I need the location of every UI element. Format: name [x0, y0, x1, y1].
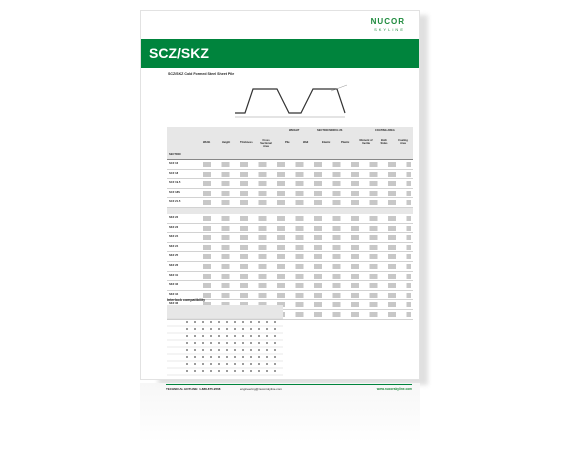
product-subtitle: SCZ/SKZ Cold Formed Steel Sheet Pile: [168, 72, 235, 76]
row-values: [203, 216, 411, 221]
col-moment-of-inertia: Moment of Inertia: [359, 139, 373, 145]
table-row: [167, 160, 413, 170]
col-pile: Pile: [285, 141, 290, 144]
sheet-pile-profile-drawing: [231, 83, 351, 121]
properties-table: [167, 127, 413, 320]
section-name: SKZ 23: [169, 225, 179, 229]
col-height: Height: [222, 141, 231, 144]
table-row: [167, 170, 413, 180]
group-weight: WEIGHT: [289, 129, 300, 132]
engineering-email-link[interactable]: engineering@nucorskyline.com: [240, 387, 282, 391]
datasheet-page: [140, 10, 420, 380]
row-values: [203, 162, 411, 167]
col-section: SECTION: [169, 153, 181, 156]
table-row: [167, 198, 413, 208]
section-name: SKZ 24: [169, 244, 179, 248]
row-values: [203, 191, 411, 196]
logo-sub-text: SKYLINE: [374, 27, 405, 32]
row-values: [203, 254, 411, 259]
table-row: [167, 214, 413, 224]
row-values: [203, 235, 411, 240]
section-name: SCZ 19.5: [169, 181, 181, 185]
section-name: SCZ 16: [169, 162, 179, 165]
group-coating-area: COATING AREA: [375, 129, 395, 132]
title-banner: [141, 39, 419, 68]
col-plastic: Plastic: [341, 141, 350, 144]
section-name: SKZ 22: [169, 215, 179, 219]
section-name: SKZ 24: [169, 235, 179, 239]
col-width: Width: [203, 141, 211, 144]
banner-title: SCZ/SKZ: [149, 45, 209, 61]
row-values: [203, 181, 411, 186]
logo-main-text: NUCOR: [370, 17, 405, 26]
col-coating-area: Coating Area: [398, 139, 408, 145]
col-wall: Wall: [303, 141, 309, 144]
interlock-compatibility-grid: [167, 305, 283, 378]
table-row: [167, 272, 413, 282]
section-name: SCZ 18S: [169, 190, 180, 194]
section-name: SCZ 21.5: [169, 200, 181, 204]
section-name: SKZ 25: [169, 254, 179, 258]
footer-bar: [166, 384, 412, 393]
table-row: [167, 262, 413, 272]
technical-hotline: TECHNICAL HOTLINE: 1-888-875-9568: [166, 387, 221, 391]
table-row: [167, 233, 413, 243]
group-section-modulus: SECTION MODULUS: [317, 129, 343, 132]
nucor-skyline-logo: [371, 17, 405, 32]
website-link[interactable]: www.nucorskyline.com: [376, 387, 412, 391]
row-values: [203, 283, 411, 288]
row-values: [203, 226, 411, 231]
col-thickness: Thickness: [240, 141, 253, 144]
table-row: [167, 189, 413, 199]
table-header: [167, 127, 413, 160]
table-row: [167, 179, 413, 189]
table-row: [167, 252, 413, 262]
row-values: [203, 293, 411, 298]
section-name: SCZ 18: [169, 171, 179, 175]
row-values: [203, 264, 411, 269]
col-cross-sectional-area: Cross Sectional Area: [260, 139, 272, 148]
table-row: [167, 224, 413, 234]
col-both-sides: Both Sides: [380, 139, 388, 145]
table-row: [167, 243, 413, 253]
section-name: SKZ 34: [169, 292, 179, 296]
section-name: SKZ 26: [169, 263, 179, 267]
interlock-compatibility-title: Interlock compatibility: [167, 298, 206, 302]
table-row: [167, 281, 413, 291]
row-values: [203, 200, 411, 205]
col-elastic: Elastic: [322, 141, 331, 144]
section-name: SKZ 32: [169, 283, 179, 287]
section-name: SKZ 31: [169, 273, 179, 277]
row-values: [203, 274, 411, 279]
row-values: [203, 172, 411, 177]
section-name: SKZ 36: [169, 302, 179, 306]
row-values: [203, 245, 411, 250]
